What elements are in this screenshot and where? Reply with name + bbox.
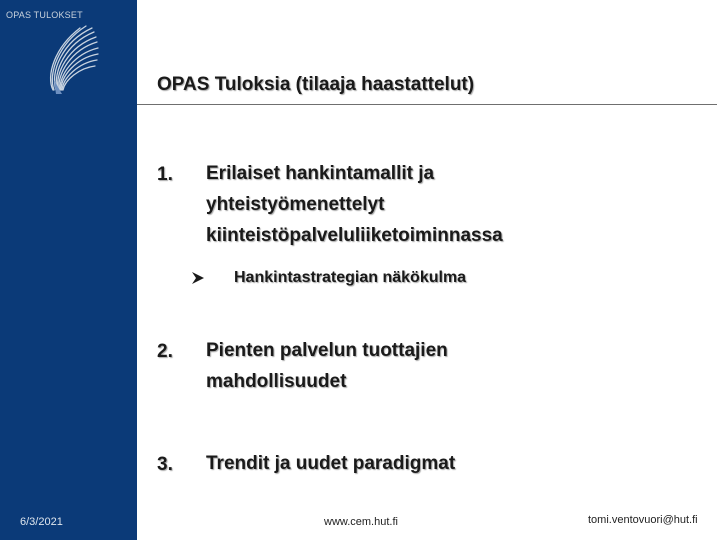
sidebar-title: OPAS TULOKSET <box>6 10 83 20</box>
item-1-subpoint: Hankintastrategian näkökulma <box>234 269 467 286</box>
item-1-text <box>206 158 503 251</box>
footer-url: www.cem.hut.fi <box>324 516 398 528</box>
item-1-line-3: kiinteistöpalveluliiketoiminnassa <box>206 225 503 246</box>
item-3-text <box>206 448 455 479</box>
item-2-line-2: mahdollisuudet <box>206 371 347 392</box>
sidebar-panel <box>0 0 137 540</box>
fan-lines-logo-icon <box>40 24 102 96</box>
item-3-number: 3. <box>157 454 173 475</box>
item-1-line-2: yhteistyömenettelyt <box>206 194 385 215</box>
slide-date: 6/3/2021 <box>20 516 63 528</box>
slide-title: OPAS Tuloksia (tilaaja haastattelut) <box>157 74 475 95</box>
item-2-number: 2. <box>157 341 173 362</box>
item-2-text <box>206 335 448 397</box>
item-1-number: 1. <box>157 164 173 185</box>
footer-email: tomi.ventovuori@hut.fi <box>588 514 698 526</box>
item-2-line-1: Pienten palvelun tuottajien <box>206 340 448 361</box>
item-1-line-1: Erilaiset hankintamallit ja <box>206 163 435 184</box>
title-divider <box>137 104 717 105</box>
item-3-line-1: Trendit ja uudet paradigmat <box>206 453 456 474</box>
arrow-bullet-icon <box>190 270 206 286</box>
